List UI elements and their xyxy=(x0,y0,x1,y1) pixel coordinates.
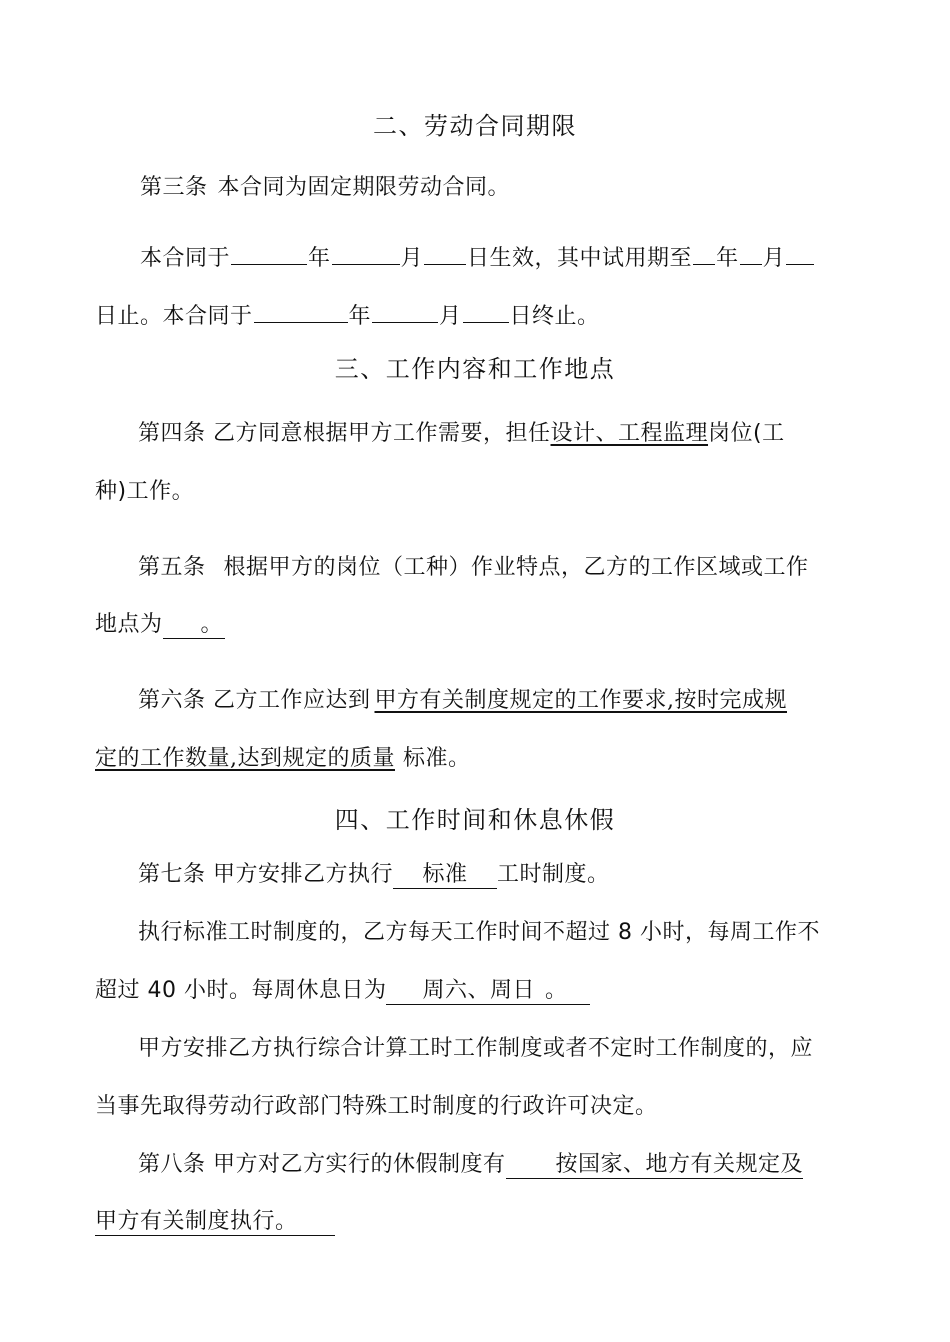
work-location-label: 地点为 xyxy=(95,612,163,637)
article-7-suffix: 工时制度。 xyxy=(497,862,610,887)
standard-hours-line-1: 执行标准工时制度的，乙方每天工作时间不超过 8 小时，每周工作不 xyxy=(138,920,820,945)
work-hour-system-value: 标准 xyxy=(422,862,468,887)
article-5-line-1 xyxy=(138,553,850,583)
end-day-blank[interactable] xyxy=(463,300,509,323)
work-location-field[interactable] xyxy=(163,612,225,639)
probation-day-blank[interactable] xyxy=(786,242,814,265)
probation-month-blank[interactable] xyxy=(740,242,762,265)
effective-date-line-1 xyxy=(140,242,850,274)
start-month-blank[interactable] xyxy=(332,242,400,265)
rest-day-label: 超过 40 小时。每周休息日为 xyxy=(95,978,387,1003)
start-year-blank[interactable] xyxy=(231,242,307,265)
year-label: 年 xyxy=(308,246,331,271)
month-label: 月 xyxy=(762,246,786,271)
end-year-blank[interactable] xyxy=(254,300,348,323)
section-heading-work: 三、工作内容和工作地点 xyxy=(334,355,616,383)
section-heading-hours: 四、工作时间和休息休假 xyxy=(334,806,616,834)
leave-system-value: 按国家、地方有关规定及 xyxy=(555,1152,804,1177)
start-day-blank[interactable] xyxy=(424,242,466,265)
article-7-text: 第七条 甲方安排乙方执行 xyxy=(138,862,393,887)
year-label: 年 xyxy=(716,246,739,271)
end-suffix: 日终止。 xyxy=(509,304,600,329)
end-label: 日止。本合同于 xyxy=(95,304,253,329)
section-heading-term: 二、劳动合同期限 xyxy=(373,112,577,140)
article-4-text: 第四条 乙方同意根据甲方工作需要，担任 xyxy=(138,421,551,446)
comprehensive-hours-line-2: 当事先取得劳动行政部门特殊工时制度的行政许可决定。 xyxy=(95,1094,658,1119)
article-3 xyxy=(140,173,900,203)
leave-system-field-cont[interactable] xyxy=(95,1209,335,1236)
article-5-label: 第五条 xyxy=(138,555,206,580)
article-6-line-2 xyxy=(95,744,855,774)
article-6-line-1 xyxy=(138,686,850,716)
probation-year-blank[interactable] xyxy=(693,242,715,265)
standard-suffix: 标准。 xyxy=(403,746,471,771)
work-hour-system-field[interactable] xyxy=(393,862,497,889)
work-requirement-field[interactable]: 甲方有关制度规定的工作要求,按时完成规 xyxy=(374,688,787,713)
article-5-text: 根据甲方的岗位（工种）作业特点，乙方的工作区域或工作 xyxy=(223,555,809,580)
article-3-label: 第三条 xyxy=(140,175,208,200)
position-field[interactable]: 设计、工程监理 xyxy=(550,421,709,446)
month-label: 月 xyxy=(400,246,424,271)
article-7 xyxy=(138,860,898,890)
article-4-line-2: 种)工作。 xyxy=(95,479,195,504)
period: 。 xyxy=(545,978,568,1003)
month-label: 月 xyxy=(439,304,462,329)
year-label: 年 xyxy=(348,304,372,329)
comprehensive-hours-line-1: 甲方安排乙方执行综合计算工时工作制度或者不定时工作制度的，应 xyxy=(138,1036,814,1061)
article-8-text: 第八条 甲方对乙方实行的休假制度有 xyxy=(138,1152,506,1177)
article-3-text: 本合同为固定期限劳动合同。 xyxy=(217,175,511,200)
rest-day-field[interactable] xyxy=(386,978,590,1005)
leave-system-value-cont: 甲方有关制度执行。 xyxy=(95,1209,298,1234)
period: 。 xyxy=(200,612,224,637)
article-5-line-2 xyxy=(95,610,855,640)
work-requirement-field-cont[interactable]: 定的工作数量,达到规定的质量 xyxy=(95,746,395,771)
article-8-line-2 xyxy=(95,1207,855,1237)
article-6-text: 第六条 乙方工作应达到 xyxy=(138,688,371,713)
effective-label: 本合同于 xyxy=(140,246,231,271)
end-month-blank[interactable] xyxy=(372,300,438,323)
rest-day-value: 周六、周日 xyxy=(422,978,535,1003)
effective-date-line-2 xyxy=(95,300,855,332)
article-8-line-1 xyxy=(138,1150,850,1180)
standard-hours-line-2 xyxy=(95,976,855,1006)
article-4-line-1 xyxy=(138,419,850,449)
leave-system-field[interactable] xyxy=(506,1152,804,1179)
probation-label: 日生效，其中试用期至 xyxy=(467,246,693,271)
article-4-suffix: 岗位(工 xyxy=(708,421,785,446)
